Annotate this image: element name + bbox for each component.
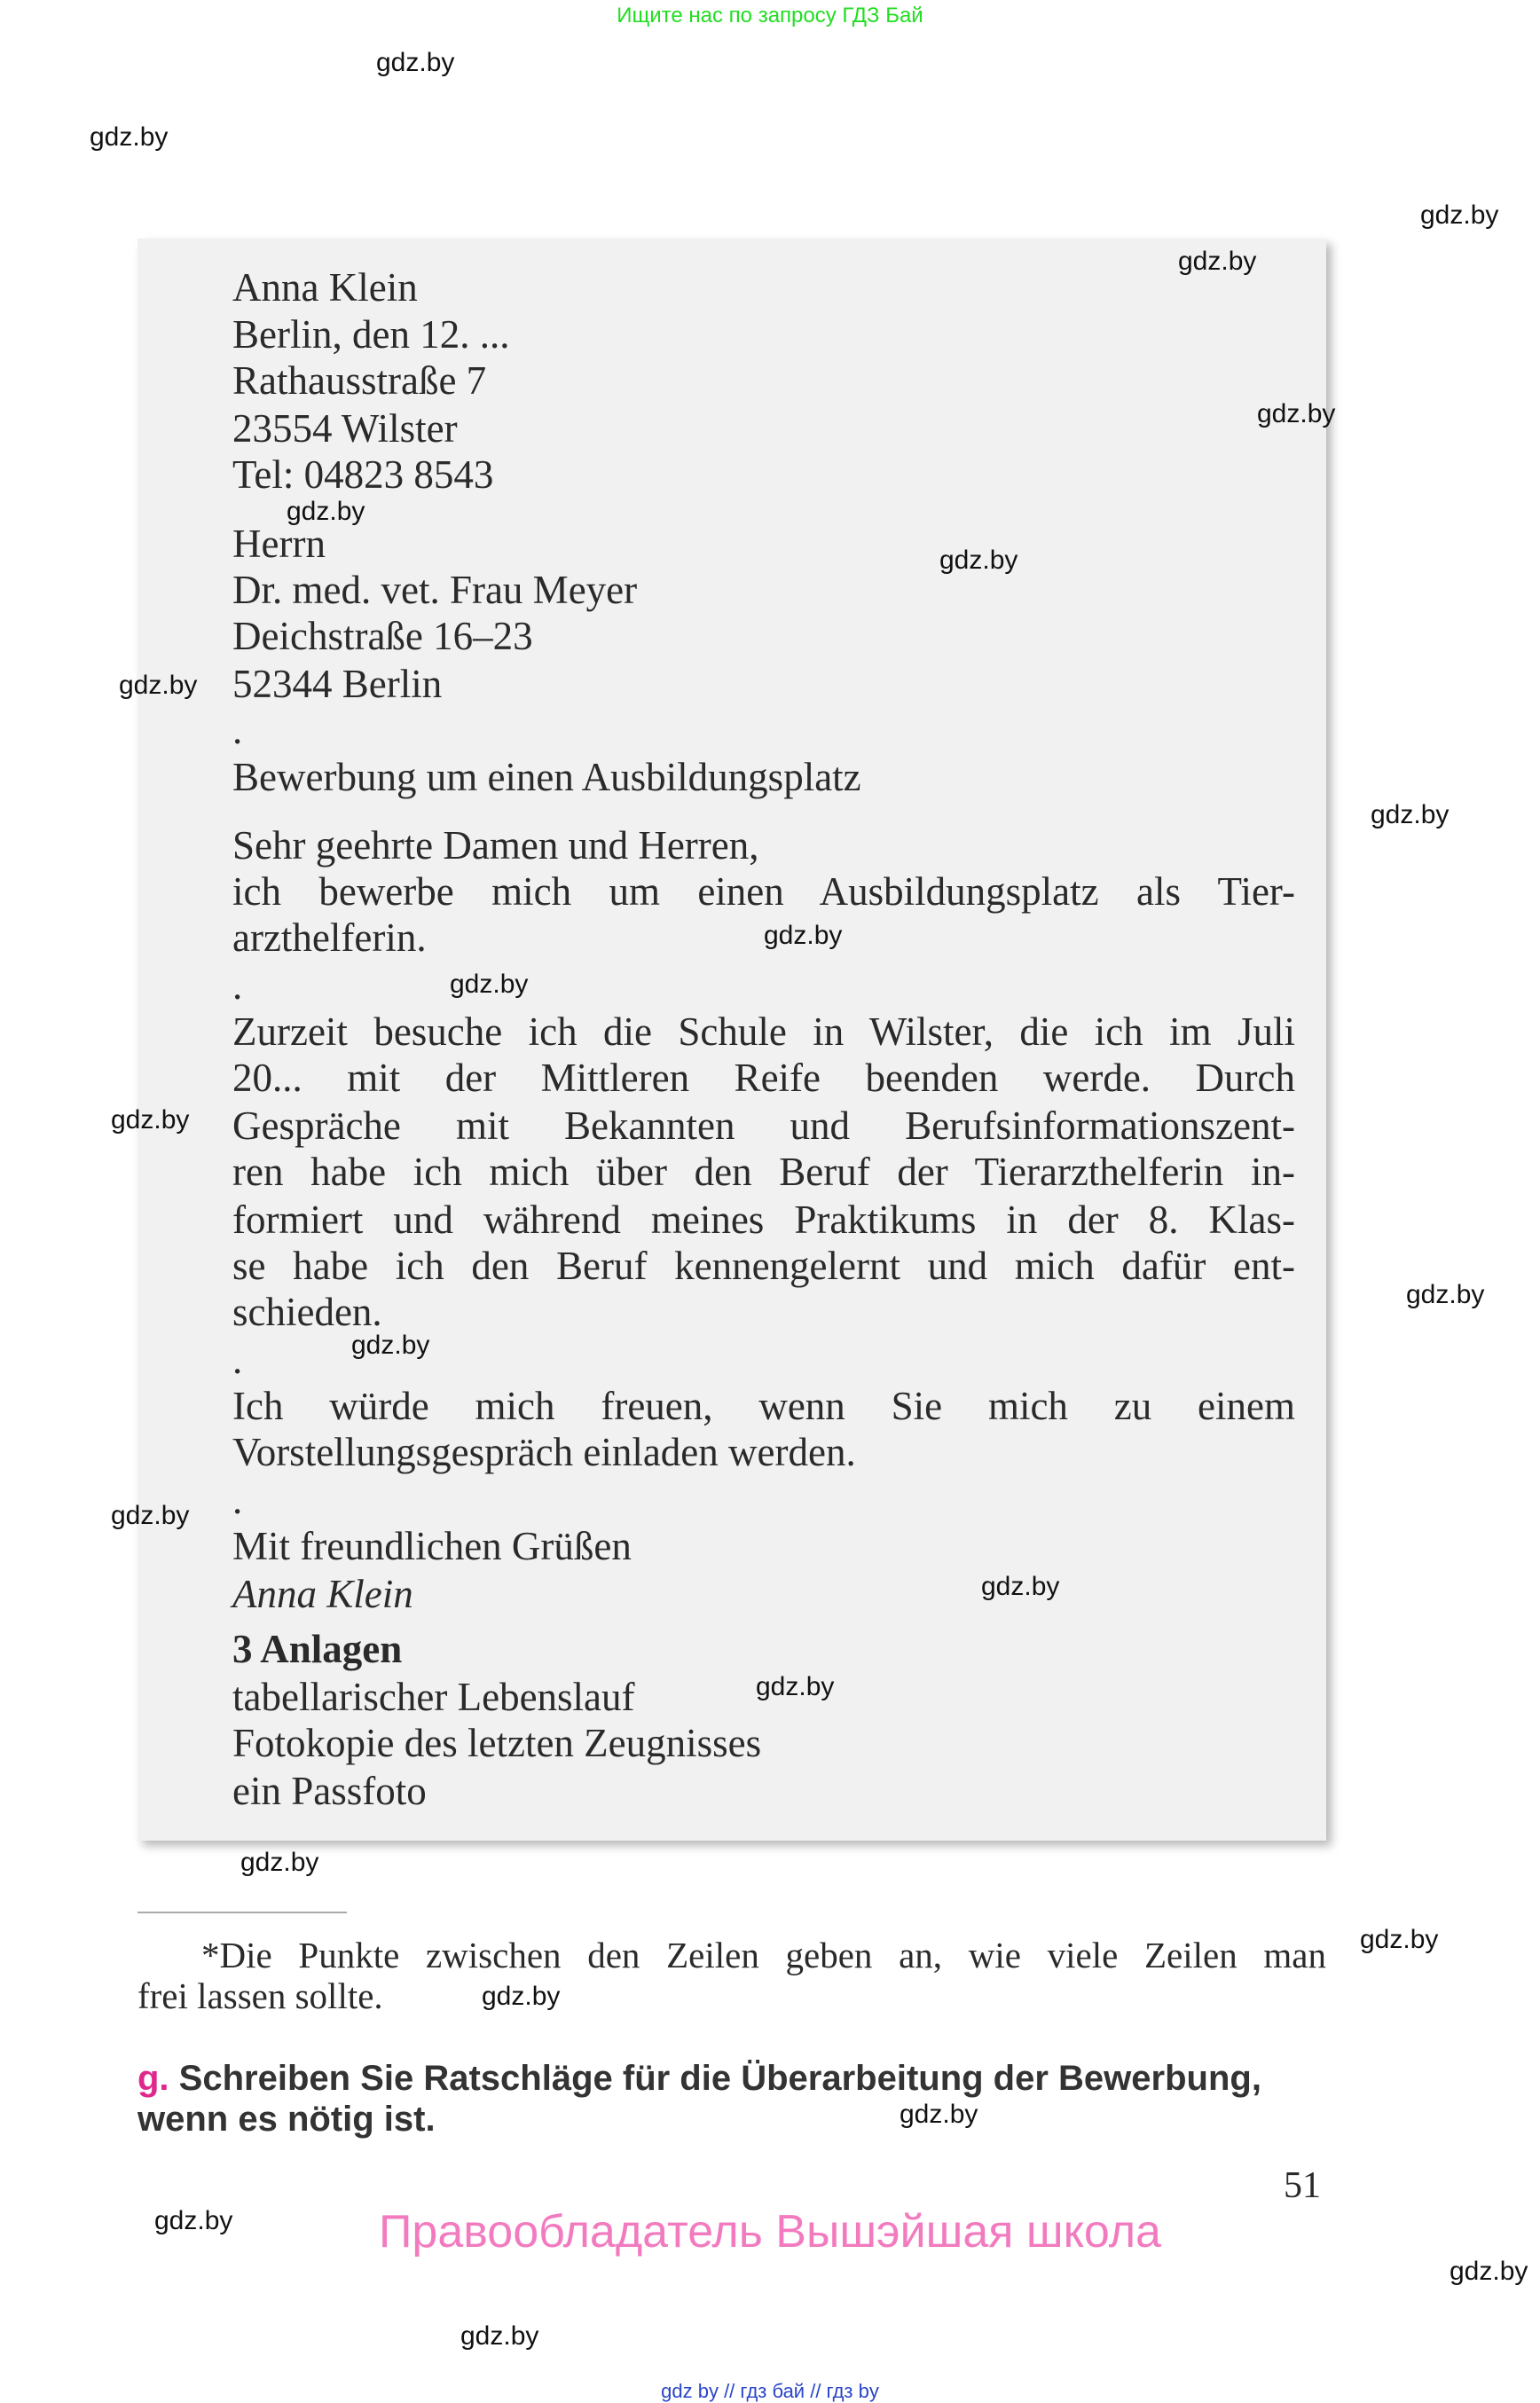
watermark: gdz.by (764, 921, 843, 950)
closing: Mit freundlichen Grüßen (232, 1524, 632, 1568)
watermark: gdz.by (1360, 1925, 1439, 1954)
watermark: gdz.by (1406, 1280, 1485, 1309)
body-line: arzthelferin. (232, 915, 427, 960)
recipient-line: Herrn (232, 522, 326, 566)
watermark: gdz.by (482, 1982, 561, 2011)
salutation: Sehr geehrte Damen und Herren, (232, 823, 759, 868)
attachments-title: 3 Anlagen (232, 1627, 403, 1671)
watermark: gdz.by (1371, 800, 1450, 829)
body-line: 20... mit der Mittleren Reife beenden werde. Durch (232, 1056, 1295, 1100)
body-line: Ich würde mich freuen, wenn Sie mich zu einem (232, 1384, 1295, 1428)
task-text: wenn es nötig ist. (138, 2100, 436, 2139)
sender-phone: Tel: 04823 8543 (232, 452, 494, 497)
attachment-item: tabellarischer Lebenslauf (232, 1675, 635, 1719)
task-letter: g. (138, 2059, 169, 2098)
signature: Anna Klein (232, 1572, 413, 1616)
watermark: gdz.by (1178, 247, 1257, 276)
watermark: gdz.by (376, 48, 455, 77)
watermark: gdz.by (119, 671, 198, 700)
attachment-item: ein Passfoto (232, 1769, 427, 1813)
body-line: se habe ich den Beruf kennengelernt und mich dafür ent- (232, 1244, 1295, 1288)
blank-line-dot: . (232, 963, 243, 1008)
blank-line-dot: . (232, 708, 243, 752)
watermark: gdz.by (351, 1331, 430, 1360)
watermark: gdz.by (1450, 2257, 1528, 2286)
footer-links[interactable]: gdz by // гдз бай // гдз by (661, 2380, 879, 2402)
sender-date: Berlin, den 12. ... (232, 312, 510, 357)
watermark: gdz.by (287, 497, 365, 526)
page-number: 51 (1284, 2165, 1321, 2206)
blank-line-dot: . (232, 1338, 243, 1382)
watermark: gdz.by (939, 546, 1018, 575)
body-line: Vorstellungsgespräch einladen werden. (232, 1430, 856, 1474)
watermark: gdz.by (1420, 200, 1499, 230)
search-banner: Ищите нас по запросу ГДЗ Бай (617, 4, 923, 27)
subject-line: Bewerbung um einen Ausbildungsplatz (232, 755, 861, 799)
body-line: ren habe ich mich über den Beruf der Tierarzthelferin in- (232, 1150, 1295, 1194)
copyright-notice: Правообладатель Вышэйшая школа (379, 2206, 1161, 2258)
watermark: gdz.by (154, 2206, 233, 2235)
body-line: schieden. (232, 1290, 382, 1334)
footnote-line: *Die Punkte zwischen den Zeilen geben an, wie viele Zeilen man (201, 1935, 1326, 1975)
body-line: ich bewerbe mich um einen Ausbildungsplatz als Tier- (232, 869, 1295, 914)
watermark: gdz.by (111, 1105, 190, 1135)
footnote-line: frei lassen sollte. (138, 1975, 383, 2016)
recipient-line: 52344 Berlin (232, 662, 443, 706)
watermark: gdz.by (111, 1501, 190, 1530)
watermark: gdz.by (1257, 399, 1336, 428)
watermark: gdz.by (900, 2100, 978, 2129)
recipient-line: Deichstraße 16–23 (232, 614, 533, 658)
watermark: gdz.by (756, 1672, 835, 1701)
body-line: Gespräche mit Bekannten und Berufsinformationszent- (232, 1103, 1295, 1148)
body-line: formiert und während meines Praktikums in der 8. Klas- (232, 1198, 1295, 1242)
footnote-separator (138, 1912, 347, 1913)
task-text: Schreiben Sie Ratschläge für die Überarbeitung der Bewerbung, (178, 2059, 1261, 2098)
sender-name: Anna Klein (232, 265, 418, 310)
recipient-line: Dr. med. vet. Frau Meyer (232, 568, 638, 612)
sender-street: Rathausstraße 7 (232, 358, 487, 403)
task-g (138, 2058, 1326, 2140)
watermark: gdz.by (90, 122, 169, 152)
watermark: gdz.by (981, 1572, 1060, 1601)
body-line: Zurzeit besuche ich die Schule in Wilster, die ich im Juli (232, 1009, 1295, 1054)
watermark: gdz.by (460, 2321, 539, 2351)
watermark: gdz.by (240, 1848, 319, 1877)
attachment-item: Fotokopie des letzten Zeugnisses (232, 1721, 762, 1765)
watermark: gdz.by (450, 970, 529, 999)
blank-line-dot: . (232, 1478, 243, 1522)
sender-city: 23554 Wilster (232, 406, 458, 451)
